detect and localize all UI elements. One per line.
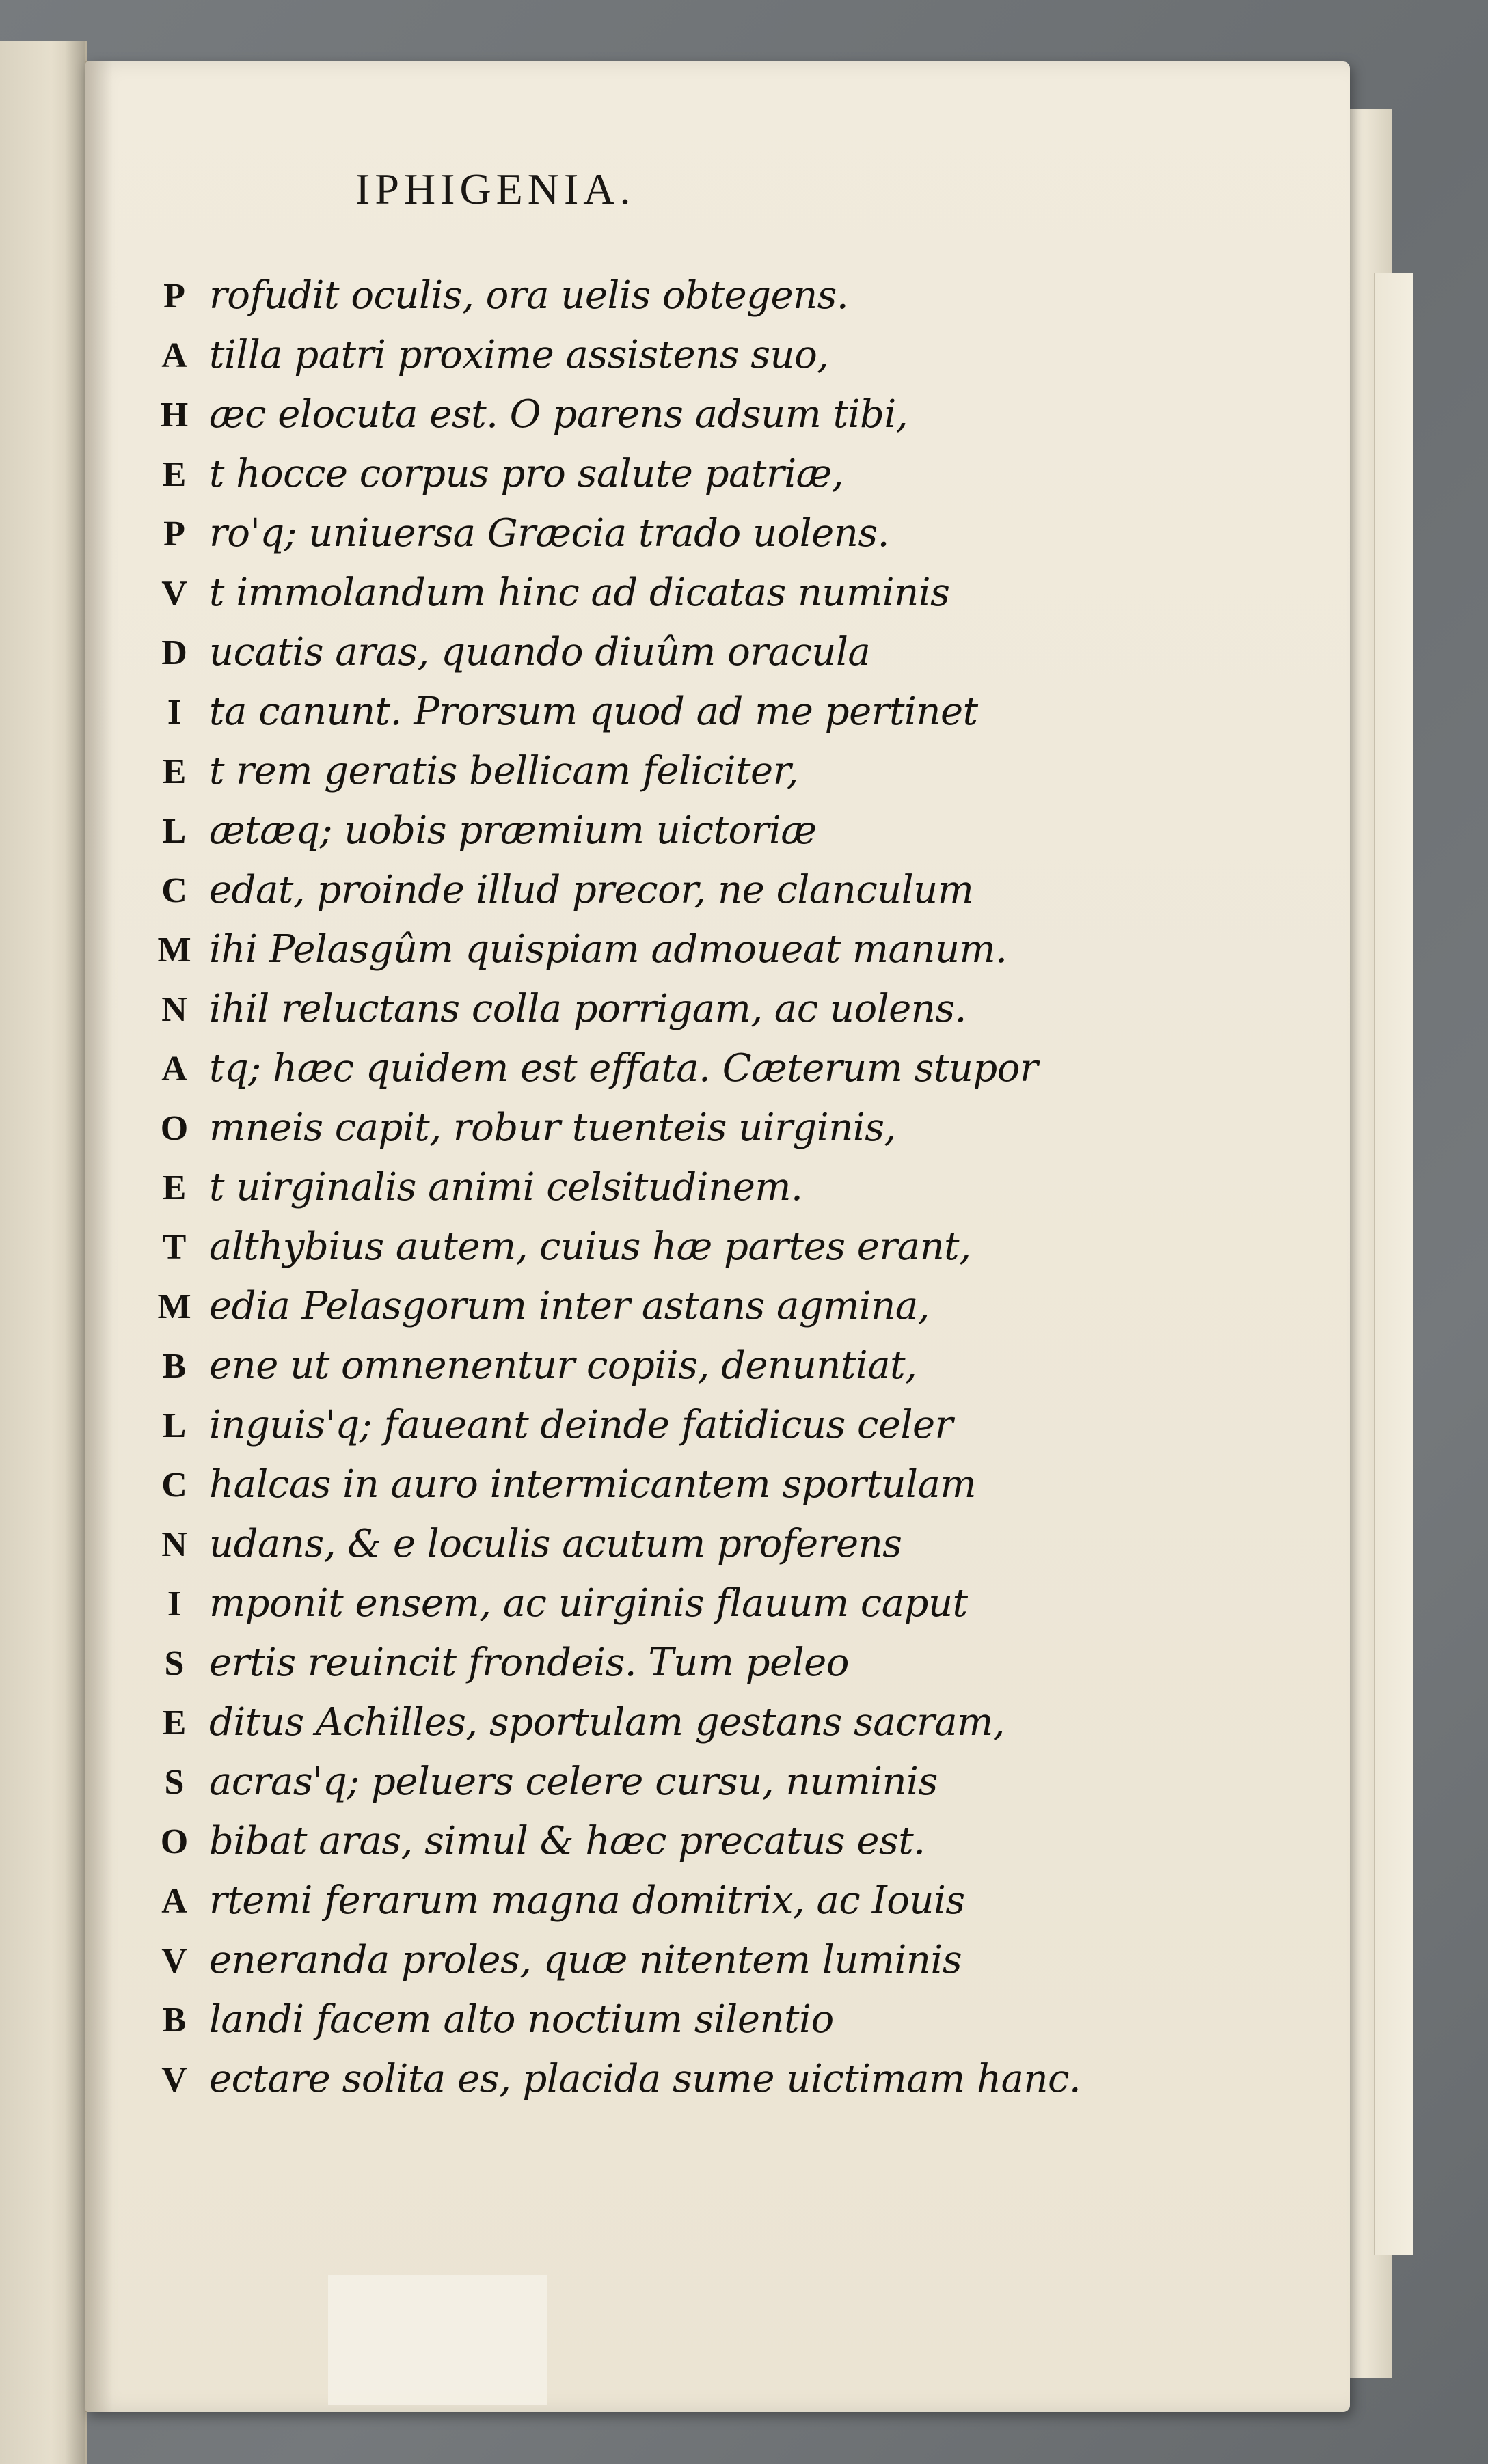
line-text: tilla patri proxime assistens suo, (209, 333, 829, 377)
verse-block (157, 266, 1182, 2109)
verse-line (157, 1039, 1182, 1099)
verse-line (157, 504, 1182, 564)
verse-line (157, 1574, 1182, 1634)
verse-line (157, 920, 1182, 980)
line-text: acras'q; peluers celere cursu, numinis (209, 1760, 938, 1804)
verse-line (157, 683, 1182, 742)
line-initial: V (161, 1941, 187, 1980)
line-text: bibat aras, simul & hæc precatus est. (209, 1819, 925, 1863)
line-text: mponit ensem, ac uirginis flauum caput (209, 1581, 968, 1626)
line-initial: I (167, 693, 182, 732)
line-text: eneranda proles, quæ nitentem luminis (209, 1938, 962, 1982)
verse-line (157, 326, 1182, 385)
line-initial: T (162, 1228, 187, 1267)
line-text: ta canunt. Prorsum quod ad me pertinet (209, 689, 978, 734)
verse-line (157, 1218, 1182, 1277)
paper-label-patch (328, 2275, 547, 2405)
line-text: ætæq; uobis præmium uictoriæ (209, 808, 817, 853)
line-initial: S (164, 1644, 185, 1683)
left-page-edge (0, 41, 87, 2464)
verse-line (157, 1099, 1182, 1158)
verse-line (157, 623, 1182, 683)
verse-line (157, 802, 1182, 861)
line-text: t rem geratis bellicam feliciter, (209, 749, 799, 793)
line-initial: P (163, 277, 185, 316)
verse-line (157, 1753, 1182, 1812)
line-text: landi facem alto noctium silentio (209, 1997, 834, 2042)
page-stack-edge-back (1374, 273, 1413, 2255)
line-initial: L (162, 812, 187, 851)
line-initial: B (162, 1347, 187, 1386)
line-initial: O (160, 1109, 189, 1148)
verse-line (157, 1634, 1182, 1693)
line-initial: N (161, 1525, 187, 1564)
verse-line (157, 980, 1182, 1039)
line-text: rtemi ferarum magna domitrix, ac Iouis (209, 1878, 965, 1923)
line-text: ectare solita es, placida sume uictimam hanc. (209, 2057, 1081, 2101)
verse-line (157, 1396, 1182, 1455)
line-initial: H (160, 396, 189, 435)
verse-line (157, 2050, 1182, 2109)
verse-line (157, 266, 1182, 326)
line-initial: E (162, 1168, 187, 1207)
line-initial: O (160, 1822, 189, 1861)
line-text: ro'q; uniuersa Græcia trado uolens. (209, 511, 889, 556)
verse-line (157, 1693, 1182, 1753)
verse-line (157, 1277, 1182, 1337)
line-text: tq; hæc quidem est effata. Cæterum stupor (209, 1046, 1038, 1091)
line-initial: A (161, 1882, 187, 1921)
page-gutter (85, 61, 113, 2412)
verse-line (157, 1337, 1182, 1396)
line-initial: C (161, 1466, 187, 1505)
line-text: rofudit oculis, ora uelis obtegens. (209, 273, 849, 318)
line-initial: D (161, 633, 187, 672)
line-initial: L (162, 1406, 187, 1445)
verse-line (157, 1455, 1182, 1515)
line-text: mneis capit, robur tuenteis uirginis, (209, 1106, 896, 1150)
line-text: edia Pelasgorum inter astans agmina, (209, 1284, 930, 1328)
left-page-shadow (65, 41, 85, 2464)
line-initial: V (161, 2060, 187, 2099)
verse-line (157, 1158, 1182, 1218)
line-text: t immolandum hinc ad dicatas numinis (209, 571, 950, 615)
line-initial: B (162, 2001, 187, 2040)
line-initial: I (167, 1585, 182, 1624)
verse-line (157, 1931, 1182, 1990)
line-initial: E (162, 752, 187, 791)
line-text: inguis'q; faueant deinde fatidicus celer (209, 1403, 953, 1447)
verse-line (157, 1515, 1182, 1574)
verse-line (157, 742, 1182, 802)
line-text: æc elocuta est. O parens adsum tibi, (209, 392, 908, 437)
line-text: udans, & e loculis acutum proferens (209, 1522, 902, 1566)
verse-line (157, 1812, 1182, 1872)
line-initial: A (161, 336, 187, 375)
verse-line (157, 564, 1182, 623)
line-initial: M (157, 1287, 191, 1326)
line-initial: V (161, 574, 187, 613)
verse-line (157, 1872, 1182, 1931)
line-text: ditus Achilles, sportulam gestans sacram, (209, 1700, 1005, 1744)
line-text: halcas in auro intermicantem sportulam (209, 1462, 976, 1507)
line-text: edat, proinde illud precor, ne clanculum (209, 868, 974, 912)
line-initial: M (157, 931, 191, 970)
line-initial: P (163, 515, 185, 553)
running-header: IPHIGENIA. (355, 165, 636, 213)
line-text: ihi Pelasgûm quispiam admoueat manum. (209, 927, 1007, 972)
line-text: t uirginalis animi celsitudinem. (209, 1165, 803, 1209)
line-text: ucatis aras, quando diuûm oracula (209, 630, 871, 674)
line-initial: N (161, 990, 187, 1029)
line-text: ene ut omnenentur copiis, denuntiat, (209, 1343, 917, 1388)
book-page (85, 61, 1350, 2412)
verse-line (157, 385, 1182, 445)
line-text: ertis reuincit frondeis. Tum peleo (209, 1641, 849, 1685)
line-text: t hocce corpus pro salute patriæ, (209, 452, 844, 496)
line-initial: A (161, 1050, 187, 1089)
line-text: althybius autem, cuius hæ partes erant, (209, 1224, 971, 1269)
line-initial: S (164, 1763, 185, 1802)
line-initial: E (162, 1703, 187, 1742)
verse-line (157, 1990, 1182, 2050)
verse-line (157, 445, 1182, 504)
line-text: ihil reluctans colla porrigam, ac uolens. (209, 987, 966, 1031)
verse-line (157, 861, 1182, 920)
line-initial: C (161, 871, 187, 910)
line-initial: E (162, 455, 187, 494)
